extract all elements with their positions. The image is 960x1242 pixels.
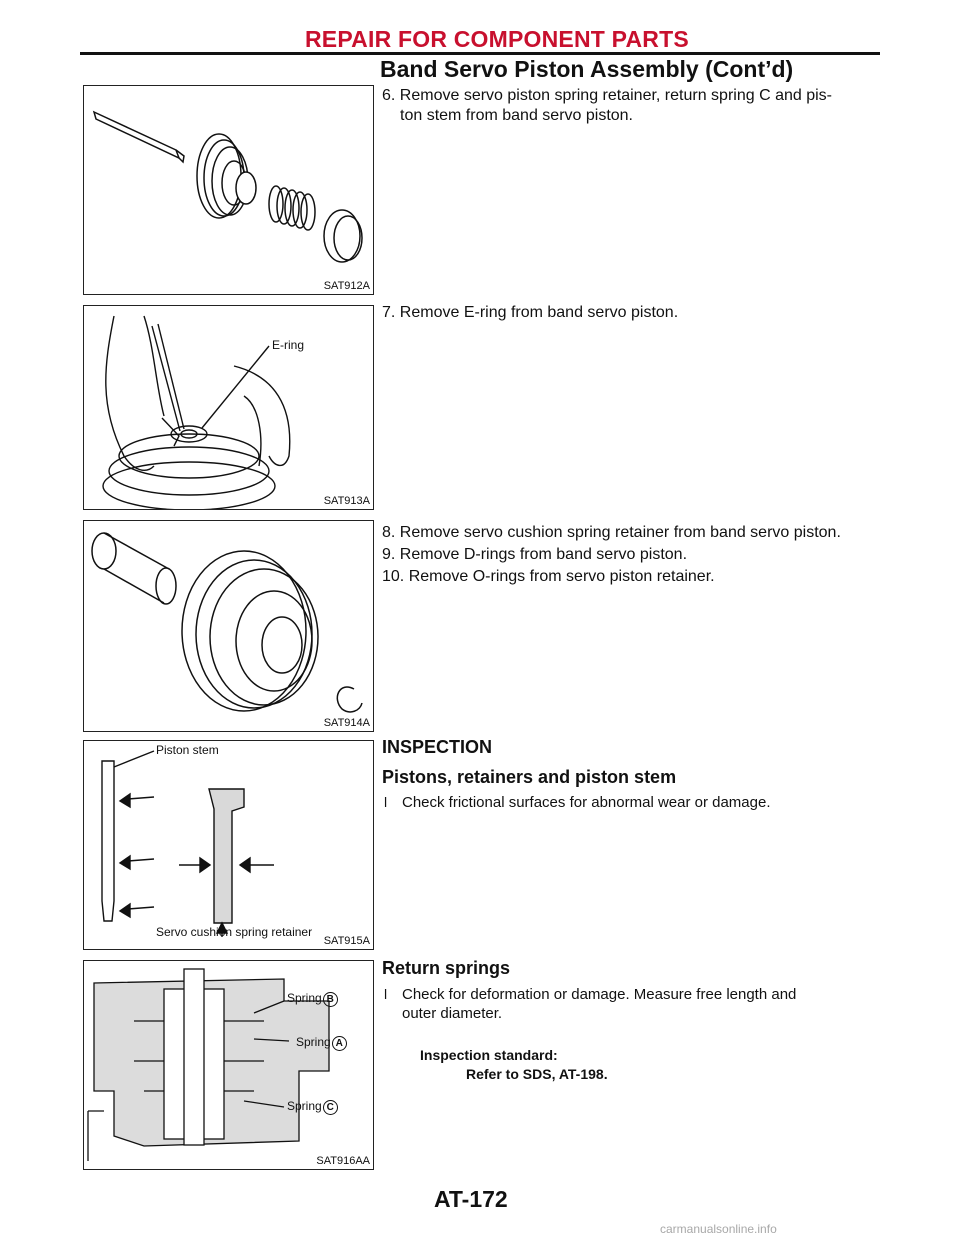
- header-rule: [80, 52, 880, 55]
- figure-sat915a: [83, 740, 374, 950]
- spring-c-text: Spring: [287, 1099, 322, 1113]
- spring-b-label: [287, 991, 338, 1007]
- step-6-line2: ton stem from band servo piston.: [400, 107, 633, 124]
- figure-sat914a: [83, 520, 374, 732]
- spring-a-label: [296, 1035, 347, 1051]
- bullet-mark: l: [384, 986, 388, 1002]
- springs-check-line2: outer diameter.: [402, 1005, 503, 1022]
- figure-code: SAT915A: [323, 935, 370, 947]
- bullet-mark: l: [384, 794, 388, 810]
- step-6-line1: 6. Remove servo piston spring retainer, return spring C and pis-: [382, 87, 832, 104]
- figure-sat912a: [83, 85, 374, 295]
- inspection-heading: INSPECTION: [382, 737, 493, 757]
- return-springs-heading: Return springs: [382, 958, 511, 978]
- figure-sat916aa: [83, 960, 374, 1170]
- ering-removal-illustration: [84, 306, 373, 509]
- figure-code: SAT913A: [323, 495, 370, 507]
- pistons-check-item: [382, 793, 882, 812]
- step-6: [382, 86, 882, 126]
- step-7: 7. Remove E-ring from band servo piston.: [382, 304, 679, 321]
- figure-code: SAT914A: [323, 717, 370, 729]
- spring-a-mark: A: [332, 1036, 347, 1051]
- spring-b-text: Spring: [287, 991, 322, 1005]
- page-number: AT-172: [434, 1186, 508, 1212]
- cushion-retainer-label: Servo cushion spring retainer: [156, 925, 313, 939]
- figure-code: SAT912A: [323, 280, 370, 292]
- footer-site: carmanualsonline.info: [660, 1222, 777, 1236]
- inspection-standard-label: Inspection standard:: [420, 1047, 558, 1063]
- pistons-heading: Pistons, retainers and piston stem: [382, 767, 677, 787]
- spring-c-label: [287, 1099, 338, 1115]
- header-title: REPAIR FOR COMPONENT PARTS: [305, 26, 689, 52]
- figure-code: SAT916AA: [316, 1155, 370, 1167]
- spring-a-text: Spring: [296, 1035, 331, 1049]
- piston-parts-illustration: [84, 86, 373, 294]
- step-9: 9. Remove D-rings from band servo piston.: [382, 546, 688, 563]
- piston-retainer-illustration: [84, 521, 373, 731]
- springs-check-item: [382, 985, 882, 1023]
- ering-label: E-ring: [272, 338, 305, 352]
- figure-sat913a: [83, 305, 374, 510]
- inspection-surfaces-illustration: [84, 741, 373, 949]
- piston-stem-label: Piston stem: [156, 743, 219, 757]
- inspection-standard-value: Refer to SDS, AT-198.: [466, 1066, 608, 1082]
- step-10: 10. Remove O-rings from servo piston retainer.: [382, 568, 715, 585]
- pistons-check-text: Check frictional surfaces for abnormal wear or damage.: [402, 794, 771, 811]
- spring-c-mark: C: [323, 1100, 338, 1115]
- springs-check-line1: Check for deformation or damage. Measure free length and: [402, 986, 797, 1003]
- spring-b-mark: B: [323, 992, 338, 1007]
- step-8: 8. Remove servo cushion spring retainer from band servo piston.: [382, 524, 841, 541]
- section-title: Band Servo Piston Assembly (Cont’d): [380, 56, 794, 82]
